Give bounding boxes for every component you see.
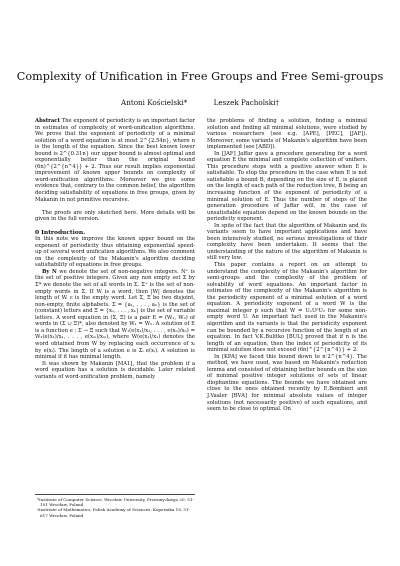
abstract-paragraph	[35, 118, 195, 203]
author-kroscielski: Antoni Kościelski*	[121, 98, 188, 107]
intro-paragraph-2-text: we denote the set of non-negative integers. N⁺ is the set of positive integers. Given any non empty set Σ by Σ* we denote the set of all words in Σ. Σ⁺ is the set of non-empty words in Σ. If W is a word, then |W| denotes the length of W. ε is the empty word. Let Σ, Ξ be two disjoint, non-empty, finite alphabets. Σ = {a₁, . . . , aₙ} is the set of (constant) letters and Ξ = {x₁, . . . , xₖ} is the set of variable letters. A word equation in (Σ, Ξ) is a pair E = (W₁, W₂) of words in (Σ ∪ Ξ)*, also denoted by W₁ = W₂. A solution of E is a function e : Σ → Ξ such that W₁(e(x₁)/x₁, . . . , e(xₙ)/xₙ) = W₂(e(x₁)/x₁, . . . , e(xₘ)/xₘ), where W(e(x₁)/x₁) denotes the word obtained from W by replacing each occurrence of xᵢ by e(xᵢ). The length of a solution e is Σᵢ e(xᵢ). A solution is minimal if it has minimal length.	[35, 268, 196, 361]
intro-paragraph-2	[35, 269, 195, 361]
paper-title: Complexity of Unification in Free Groups and Free Semi-groups	[16, 70, 384, 83]
section-heading-introduction: 0 Introduction.	[35, 229, 86, 237]
abstract-text: The exponent of periodicity is an important factor in estimates of complexity of word-unification algorithms. We prove that the exponent of periodicity of a minimal solution of a word equation is at most 2^{2.54n}, where n is the length of the equation. Since the best known lower bound is 2^{0.31n} our upper bound is almost optimal and exponentially better than the original bound (6n)^{2^{n^4}} + 2. Thus our result implies exponential improvement of known upper bounds on complexity of word-unification algorithms. Moreover we give some evidence that, contrary to the common belief, the algorithm deciding satisfiability of equations in free groups, given by Makanin in not primitive recursive.	[35, 118, 196, 203]
footnote-affiliation-2: †Institute of Mathematics, Polish Academy of Sciences, Kopernika 18, 51-617 Wrocław, Poland	[37, 507, 190, 518]
notation-keyword: By N	[42, 268, 57, 275]
intro-paragraph-1: In this note we improve the known upper bound on the exponent of periodicity thus obtaining exponential speed-up of several word unification algorithms. We also comment on the complexity of the Makanin's algorithm deciding satisfiability of equations in free groups.	[35, 236, 196, 269]
intro-paragraph-3: It was shown by Makanin [MA1], that the problem if a word equation has a solution is decidable. Later related variants of word-unification problem, namely	[35, 360, 195, 380]
author-pacholski: Leszek Pacholski†	[213, 98, 279, 107]
right-column	[207, 118, 367, 413]
right-paragraph-5: In [KPA] we faced this bound down to n·2^{n^4}. The method, we have used, was based on Makanin's reduction lemma and consisted of obtaining better bounds on the size of minimal positive integer solutions of sets of linear diophantine equations. The bounds we have obtained are close to the ones obtained recently by E.Bombieri and J.Vaaler [BVA] for minimal absolute values of integer solutions (not necessarily positive) of such equations, and seem to be close to optimal. On	[207, 353, 367, 413]
abstract-note: The proofs are only sketched here. More details will be given in the full version.	[35, 209, 195, 223]
footnotes	[35, 494, 195, 518]
right-paragraph-2: In [JAF] Jaffar gave a procedure generating for a word equation E the minimal and complete collection of unifiers. This procedure stops with a positive answer when E is satisfiable. To stop the procedure in the case when E is not satisfiable a bound B, depending on the size of E, is placed on the length of each path of the reduction tree, B being an increasing function of the exponent of periodicity of a minimal solution of E. Thus the number of steps of the generation procedure of Jaffar will, in the case of unsatisfiable equation depend on the known bounds on the periodicity exponent.	[207, 150, 367, 223]
right-paragraph-1: the problems of finding a solution, finding a minimal solution and finding all minimal solutions, were studied by various researchers (see e.g. [APE], [PEC], [JAF]). Moreover, some variants of Makanin's algorithm have been implemented (see [ABD]).	[207, 118, 367, 151]
right-paragraph-3: In spite of the fact that the algorithm of Makanin and its variants seem to have important applications and have been intensively studied, no serious investigations of their complexity have been undertaken. It seems that the understanding of the nature of the algorithm of Makanin is still very low.	[207, 222, 367, 262]
left-column	[35, 118, 195, 380]
abstract-label: Abstract	[35, 118, 60, 124]
author-line	[0, 98, 400, 107]
right-paragraph-4: This paper contains a report on an attempt to understand the complexity of the Makanin's algorithm for semi-groups and the complexity of the problem of solvability of word equations. An important factor in estimates of the complexity of the Makanin's algorithm is the periodicity exponent of a minimal solution of a word equation. A periodicity exponent of a word W is the maximal integer p such that W = U₁UᵖU₂ for some non-empty word U. An important fact used in the Makanin's algorithm and its variants is that the periodicity exponent can be bounded by a recursive function of the length of an equation. In fact V.K.Bulitko [BUL] proved that if n is the length of an equation, then the index of periodicity of its minimal solution does not exceed (6n)^{2^{n^4}} + 2.	[207, 262, 367, 354]
footnote-affiliation-1: *Institute of Computer Science, Wrocław University, Przesmyckiego 20, 51-151 Wrocław, Poland	[37, 497, 194, 508]
